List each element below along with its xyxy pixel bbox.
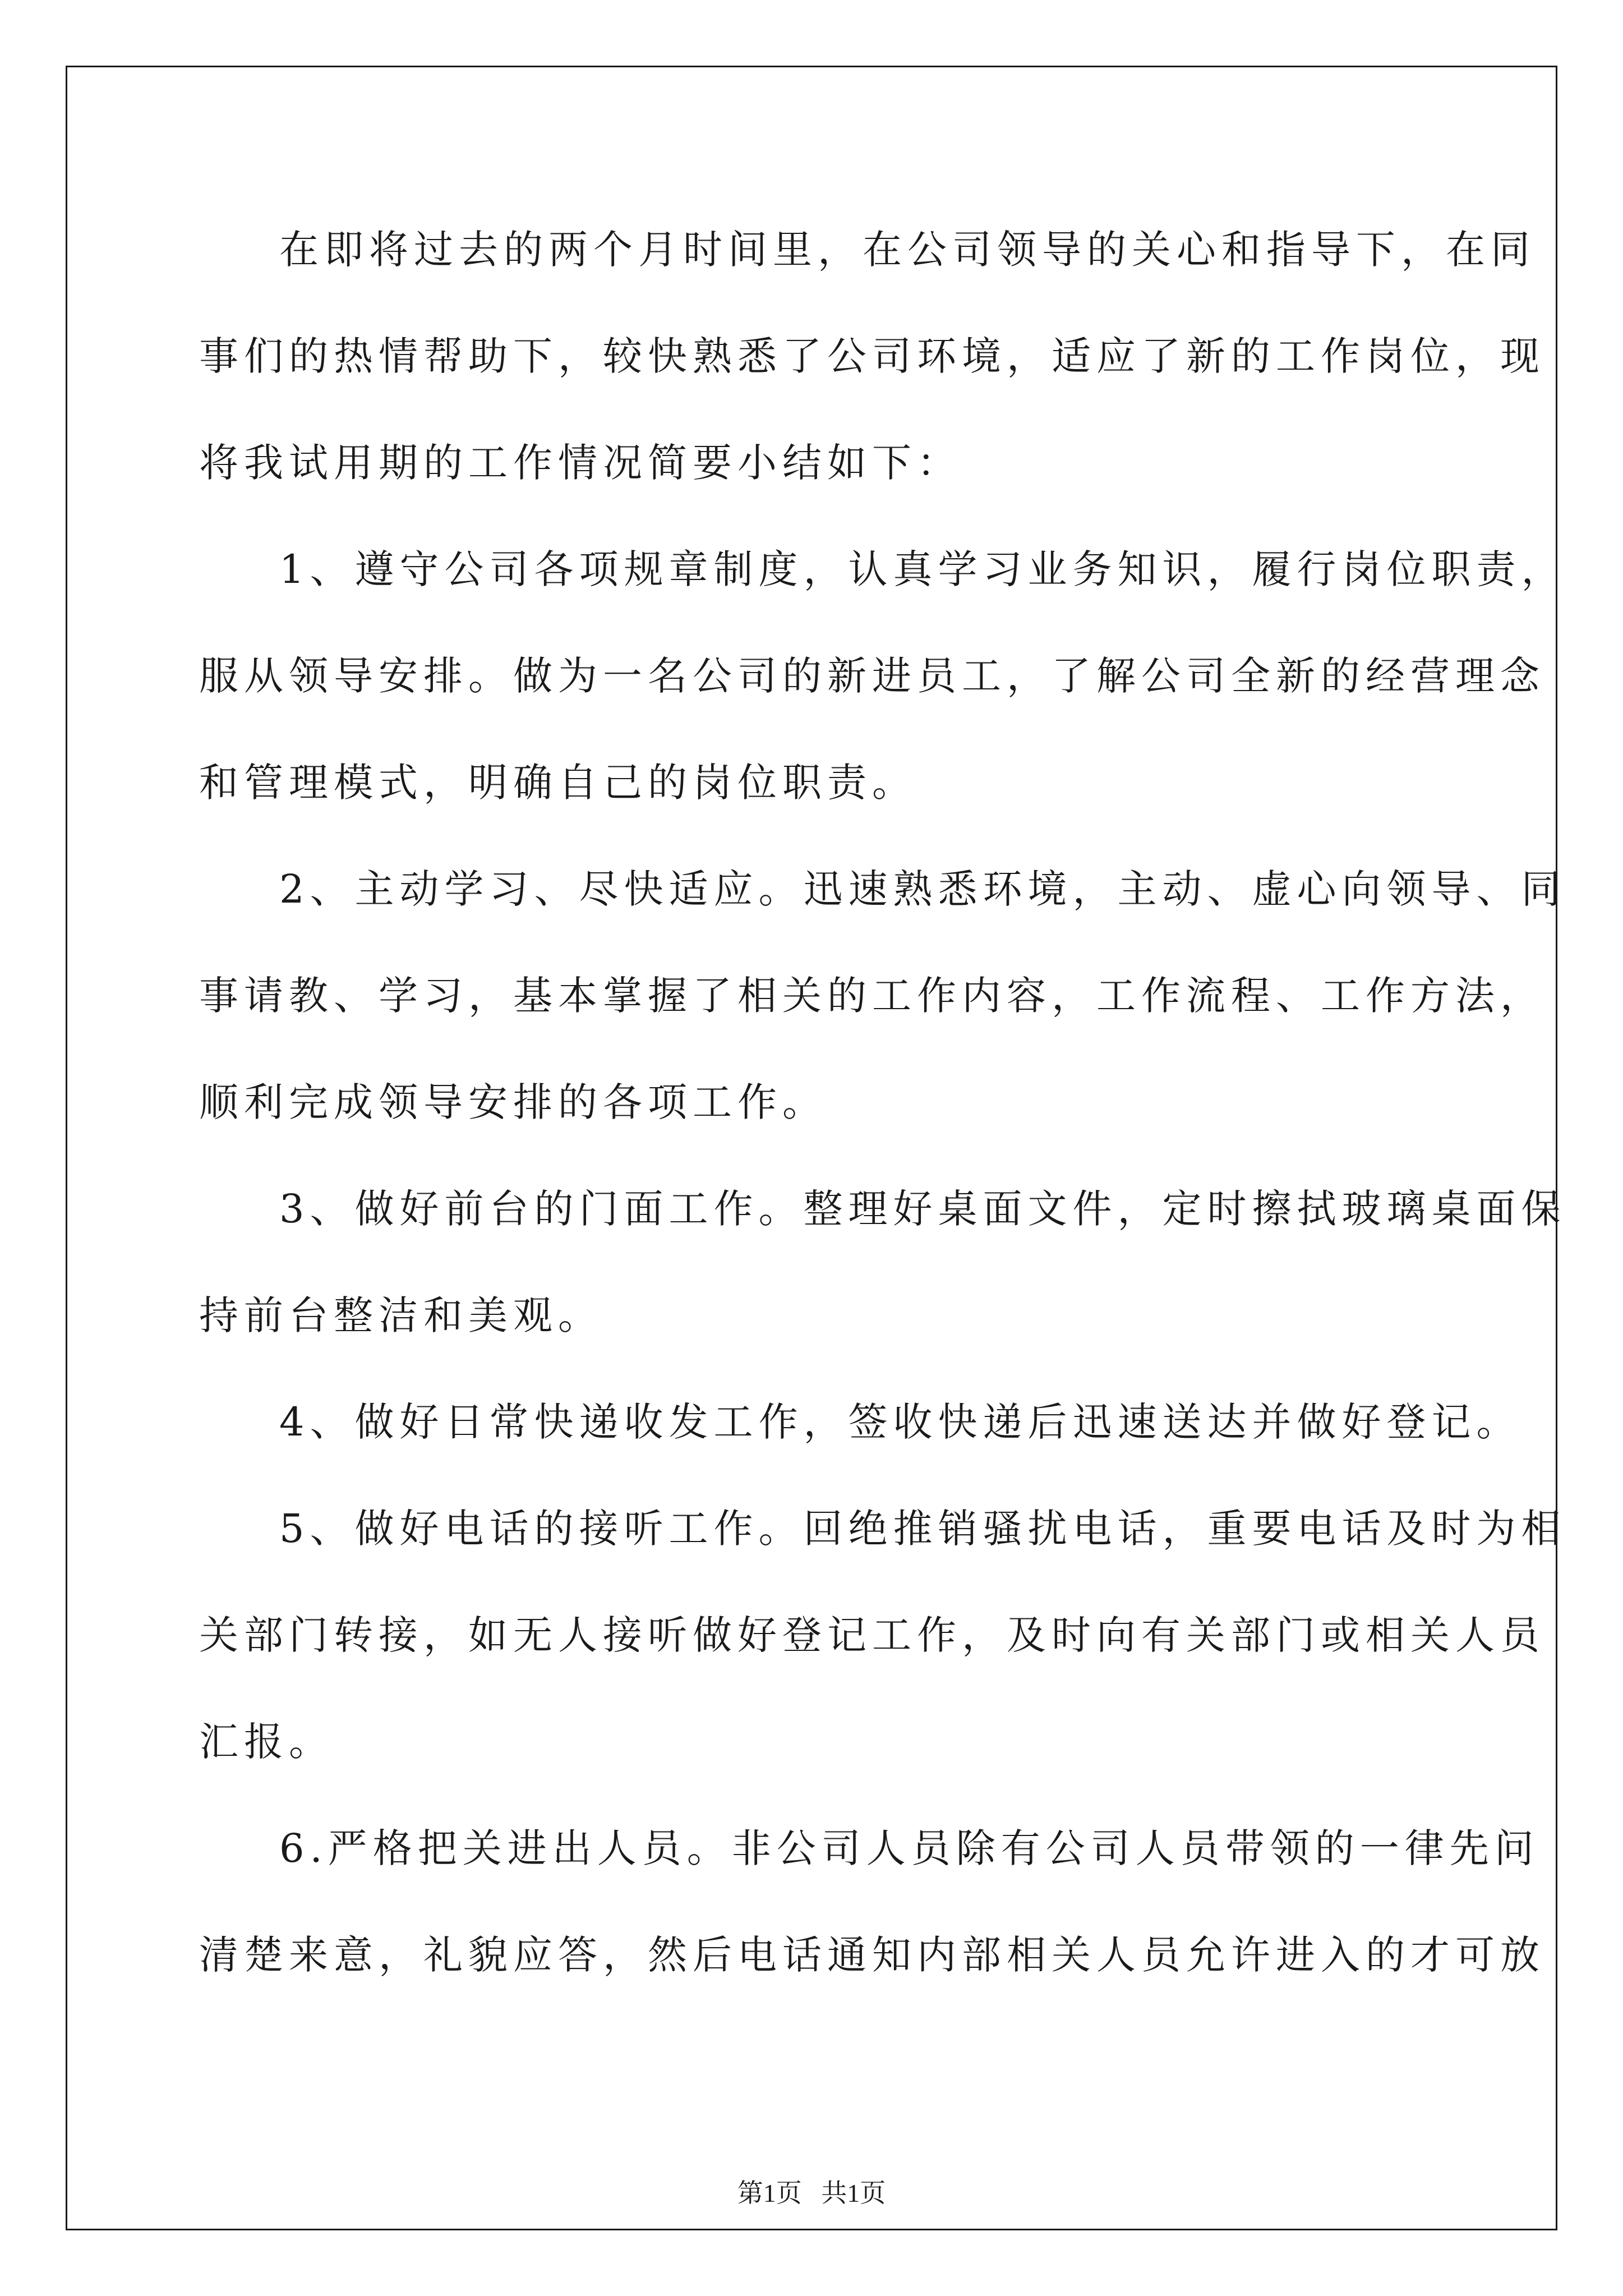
- text-line: 4、做好日常快递收发工作，签收快递后迅速送达并做好登记。: [279, 1399, 1521, 1445]
- text-line: 和管理模式，明确自己的岗位职责。: [199, 760, 917, 806]
- text-line: 6.严格把关进出人员。非公司人员除有公司人员带领的一律先问: [279, 1825, 1539, 1871]
- text-line: 汇报。: [199, 1719, 334, 1765]
- text-line: 服从领导安排。做为一名公司的新进员工，了解公司全新的经营理念: [199, 653, 1545, 699]
- page-number: 第1页 共1页: [737, 2179, 886, 2207]
- text-line: 清楚来意，礼貌应答，然后电话通知内部相关人员允许进入的才可放: [199, 1932, 1545, 1978]
- text-line: 顺利完成领导安排的各项工作。: [199, 1079, 827, 1125]
- text-line: 在即将过去的两个月时间里，在公司领导的关心和指导下，在同: [279, 227, 1536, 273]
- text-line: 关部门转接，如无人接听做好登记工作，及时向有关部门或相关人员: [199, 1612, 1545, 1658]
- text-line: 事们的热情帮助下，较快熟悉了公司环境，适应了新的工作岗位，现: [199, 333, 1545, 379]
- text-line: 持前台整洁和美观。: [199, 1292, 603, 1338]
- document-body: [199, 218, 1566, 2030]
- text-line: 事请教、学习，基本掌握了相关的工作内容，工作流程、工作方法，: [199, 973, 1545, 1019]
- text-line: 将我试用期的工作情况简要小结如下：: [199, 440, 962, 486]
- text-line: 1、遵守公司各项规章制度，认真学习业务知识，履行岗位职责，: [279, 546, 1566, 592]
- text-line: 5、做好电话的接听工作。回绝推销骚扰电话，重要电话及时为相: [279, 1506, 1566, 1552]
- text-line: 3、做好前台的门面工作。整理好桌面文件，定时擦拭玻璃桌面保: [279, 1186, 1566, 1232]
- text-line: 2、主动学习、尽快适应。迅速熟悉环境，主动、虚心向领导、同: [279, 866, 1566, 912]
